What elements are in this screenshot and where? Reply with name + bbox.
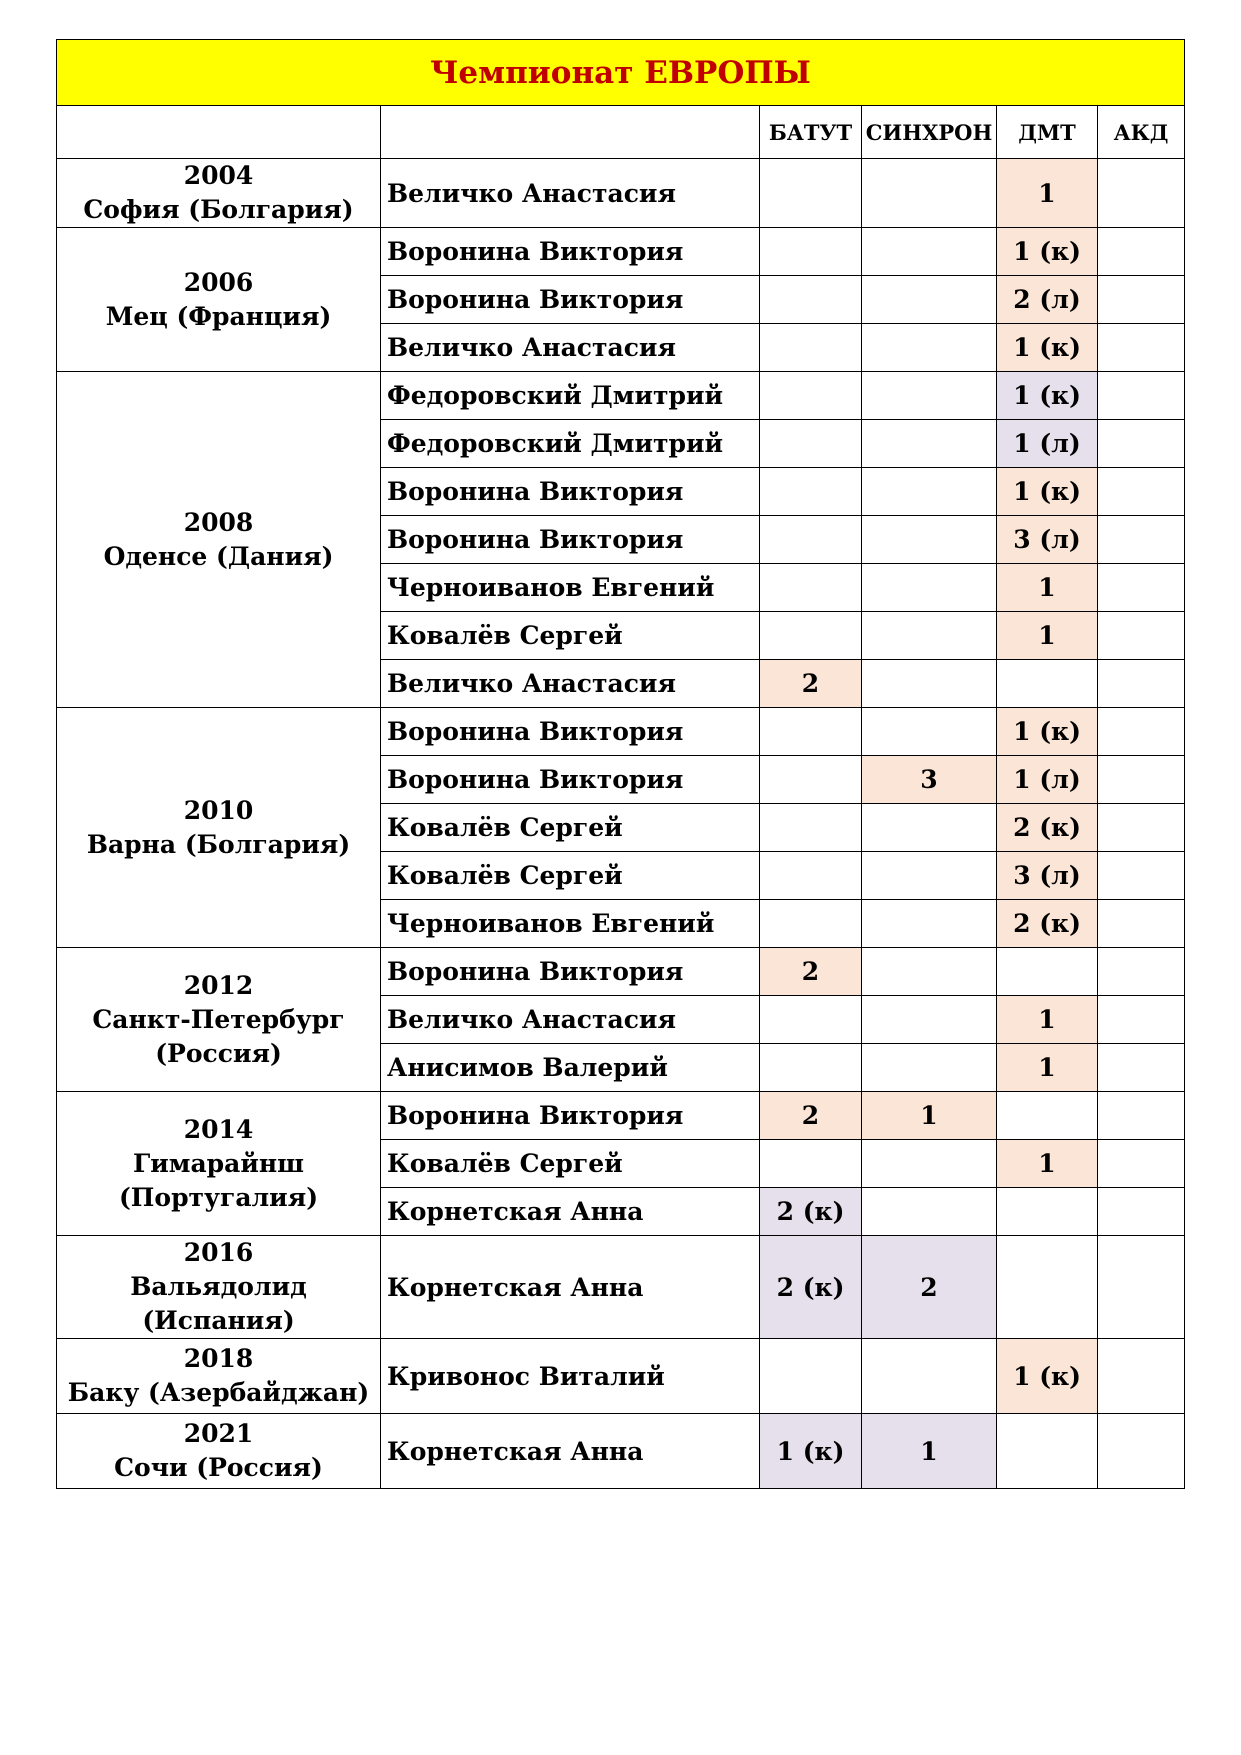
athlete-name: Корнетская Анна xyxy=(381,1414,760,1489)
table-row xyxy=(57,159,1185,228)
event-year: 2012 xyxy=(183,970,254,1000)
result-akd xyxy=(1098,564,1185,612)
result-akd xyxy=(1098,1044,1185,1092)
athlete-name: Корнетская Анна xyxy=(381,1188,760,1236)
result-sinhron xyxy=(862,1188,997,1236)
result-dmt: 1 xyxy=(997,564,1098,612)
result-sinhron: 1 xyxy=(862,1414,997,1489)
header-dmt: ДМТ xyxy=(997,106,1098,159)
result-akd xyxy=(1098,372,1185,420)
result-batut xyxy=(760,372,862,420)
event-year: 2014 xyxy=(183,1114,254,1144)
result-akd xyxy=(1098,660,1185,708)
result-akd xyxy=(1098,804,1185,852)
table-row xyxy=(57,1414,1185,1489)
result-akd xyxy=(1098,468,1185,516)
table-row xyxy=(57,1236,1185,1339)
athlete-name: Воронина Виктория xyxy=(381,948,760,996)
result-batut xyxy=(760,1339,862,1414)
event-city: Варна (Болгария) xyxy=(86,829,351,859)
table-title: Чемпионат ЕВРОПЫ xyxy=(57,40,1185,106)
table-row xyxy=(57,228,1185,276)
athlete-name: Воронина Виктория xyxy=(381,756,760,804)
event-year: 2018 xyxy=(183,1344,254,1373)
event-year: 2006 xyxy=(183,267,254,297)
result-batut xyxy=(760,1140,862,1188)
result-batut xyxy=(760,996,862,1044)
result-dmt: 1 xyxy=(997,996,1098,1044)
result-sinhron xyxy=(862,372,997,420)
event-year: 2010 xyxy=(183,795,254,825)
result-dmt: 1 (к) xyxy=(997,468,1098,516)
event-city: Оденсе (Дания) xyxy=(103,541,334,571)
event-city: Санкт-Петербург (Россия) xyxy=(92,1004,345,1068)
result-batut: 1 (к) xyxy=(760,1414,862,1489)
result-batut xyxy=(760,276,862,324)
event-cell xyxy=(57,1092,381,1236)
title-row xyxy=(57,40,1185,106)
result-sinhron: 1 xyxy=(862,1092,997,1140)
result-sinhron xyxy=(862,852,997,900)
table-row xyxy=(57,1339,1185,1414)
event-city: Мец (Франция) xyxy=(105,301,332,331)
result-akd xyxy=(1098,1236,1185,1339)
result-sinhron xyxy=(862,1044,997,1092)
result-dmt: 3 (л) xyxy=(997,852,1098,900)
result-sinhron xyxy=(862,516,997,564)
result-batut xyxy=(760,324,862,372)
result-dmt: 2 (к) xyxy=(997,804,1098,852)
athlete-name: Величко Анастасия xyxy=(381,996,760,1044)
result-batut xyxy=(760,228,862,276)
athlete-name: Воронина Виктория xyxy=(381,516,760,564)
result-sinhron xyxy=(862,564,997,612)
athlete-name: Ковалёв Сергей xyxy=(381,804,760,852)
event-cell xyxy=(57,948,381,1092)
header-sinhron: СИНХРОН xyxy=(862,106,997,159)
header-name-blank xyxy=(381,106,760,159)
athlete-name: Федоровский Дмитрий xyxy=(381,420,760,468)
header-batut: БАТУТ xyxy=(760,106,862,159)
result-dmt: 1 (к) xyxy=(997,324,1098,372)
result-batut xyxy=(760,852,862,900)
athlete-name: Воронина Виктория xyxy=(381,276,760,324)
result-akd xyxy=(1098,996,1185,1044)
result-dmt xyxy=(997,660,1098,708)
event-cell xyxy=(57,372,381,708)
result-sinhron xyxy=(862,324,997,372)
result-akd xyxy=(1098,708,1185,756)
result-dmt: 1 (к) xyxy=(997,708,1098,756)
athlete-name: Анисимов Валерий xyxy=(381,1044,760,1092)
result-dmt: 1 (к) xyxy=(997,372,1098,420)
result-batut xyxy=(760,900,862,948)
event-year: 2021 xyxy=(183,1419,254,1448)
event-cell xyxy=(57,1414,381,1489)
result-sinhron xyxy=(862,420,997,468)
athlete-name: Ковалёв Сергей xyxy=(381,612,760,660)
event-year: 2008 xyxy=(183,507,254,537)
result-sinhron xyxy=(862,804,997,852)
table-row xyxy=(57,708,1185,756)
result-dmt: 1 (к) xyxy=(997,1339,1098,1414)
result-sinhron xyxy=(862,276,997,324)
result-sinhron xyxy=(862,900,997,948)
result-akd xyxy=(1098,516,1185,564)
table-row xyxy=(57,1092,1185,1140)
result-sinhron: 2 xyxy=(862,1236,997,1339)
result-akd xyxy=(1098,1414,1185,1489)
event-city: София (Болгария) xyxy=(83,195,354,224)
result-akd xyxy=(1098,900,1185,948)
result-akd xyxy=(1098,159,1185,228)
athlete-name: Кривонос Виталий xyxy=(381,1339,760,1414)
medals-sheet xyxy=(56,39,1184,1489)
result-batut: 2 (к) xyxy=(760,1236,862,1339)
result-sinhron xyxy=(862,708,997,756)
athlete-name: Воронина Виктория xyxy=(381,468,760,516)
result-sinhron xyxy=(862,228,997,276)
result-sinhron xyxy=(862,1140,997,1188)
event-city: Гимарайнш (Португалия) xyxy=(118,1148,319,1212)
result-batut: 2 xyxy=(760,948,862,996)
athlete-name: Черноиванов Евгений xyxy=(381,900,760,948)
athlete-name: Черноиванов Евгений xyxy=(381,564,760,612)
result-akd xyxy=(1098,1092,1185,1140)
event-cell xyxy=(57,708,381,948)
result-dmt: 1 xyxy=(997,612,1098,660)
result-akd xyxy=(1098,612,1185,660)
result-batut xyxy=(760,756,862,804)
result-dmt: 1 xyxy=(997,159,1098,228)
table-row xyxy=(57,372,1185,420)
event-year: 2016 xyxy=(183,1238,254,1267)
athlete-name: Корнетская Анна xyxy=(381,1236,760,1339)
result-batut xyxy=(760,564,862,612)
result-dmt: 2 (к) xyxy=(997,900,1098,948)
result-akd xyxy=(1098,1339,1185,1414)
result-akd xyxy=(1098,756,1185,804)
event-city: Сочи (Россия) xyxy=(114,1453,323,1482)
event-cell xyxy=(57,1236,381,1339)
result-akd xyxy=(1098,852,1185,900)
header-row xyxy=(57,106,1185,159)
result-dmt: 3 (л) xyxy=(997,516,1098,564)
athlete-name: Ковалёв Сергей xyxy=(381,1140,760,1188)
result-batut xyxy=(760,612,862,660)
athlete-name: Ковалёв Сергей xyxy=(381,852,760,900)
athlete-name: Величко Анастасия xyxy=(381,324,760,372)
header-akd: АКД xyxy=(1098,106,1185,159)
result-akd xyxy=(1098,1188,1185,1236)
result-akd xyxy=(1098,1140,1185,1188)
result-sinhron xyxy=(862,996,997,1044)
event-cell xyxy=(57,228,381,372)
result-akd xyxy=(1098,948,1185,996)
result-dmt: 1 (л) xyxy=(997,420,1098,468)
result-dmt: 1 (к) xyxy=(997,228,1098,276)
result-batut xyxy=(760,804,862,852)
result-dmt xyxy=(997,1188,1098,1236)
athlete-name: Величко Анастасия xyxy=(381,159,760,228)
header-event-blank xyxy=(57,106,381,159)
result-batut xyxy=(760,468,862,516)
result-batut xyxy=(760,420,862,468)
result-batut xyxy=(760,708,862,756)
result-dmt xyxy=(997,1236,1098,1339)
result-sinhron xyxy=(862,468,997,516)
result-batut xyxy=(760,159,862,228)
result-dmt xyxy=(997,1092,1098,1140)
result-dmt: 1 (л) xyxy=(997,756,1098,804)
result-sinhron xyxy=(862,612,997,660)
result-sinhron xyxy=(862,948,997,996)
event-year: 2004 xyxy=(183,161,254,190)
result-batut: 2 xyxy=(760,1092,862,1140)
event-cell xyxy=(57,1339,381,1414)
event-cell xyxy=(57,159,381,228)
athlete-name: Величко Анастасия xyxy=(381,660,760,708)
result-sinhron xyxy=(862,159,997,228)
result-dmt: 1 xyxy=(997,1140,1098,1188)
result-dmt: 1 xyxy=(997,1044,1098,1092)
athlete-name: Воронина Виктория xyxy=(381,708,760,756)
athlete-name: Воронина Виктория xyxy=(381,1092,760,1140)
result-batut xyxy=(760,1044,862,1092)
athlete-name: Воронина Виктория xyxy=(381,228,760,276)
result-sinhron xyxy=(862,660,997,708)
athlete-name: Федоровский Дмитрий xyxy=(381,372,760,420)
table-row xyxy=(57,948,1185,996)
result-sinhron: 3 xyxy=(862,756,997,804)
result-batut: 2 xyxy=(760,660,862,708)
result-dmt xyxy=(997,948,1098,996)
event-city: Вальядолид (Испания) xyxy=(130,1272,307,1335)
result-batut xyxy=(760,516,862,564)
result-akd xyxy=(1098,228,1185,276)
result-sinhron xyxy=(862,1339,997,1414)
result-dmt: 2 (л) xyxy=(997,276,1098,324)
result-dmt xyxy=(997,1414,1098,1489)
result-batut: 2 (к) xyxy=(760,1188,862,1236)
event-city: Баку (Азербайджан) xyxy=(67,1378,370,1407)
result-akd xyxy=(1098,420,1185,468)
result-akd xyxy=(1098,324,1185,372)
result-akd xyxy=(1098,276,1185,324)
medals-table xyxy=(56,39,1185,1489)
